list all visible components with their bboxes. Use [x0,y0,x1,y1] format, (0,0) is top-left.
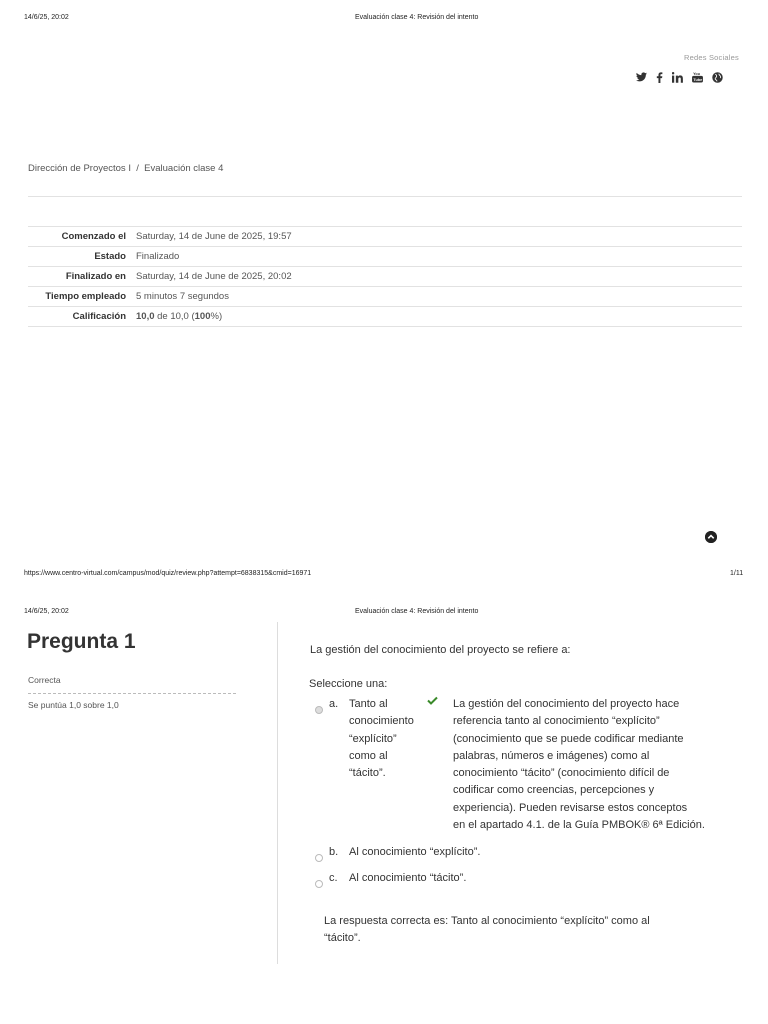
question-state: Correcta [28,675,61,685]
summary-label: Estado [94,251,126,262]
summary-label: Calificación [72,311,126,322]
social-title: Redes Sociales [684,53,739,62]
breadcrumb-separator: / [136,163,139,174]
info-divider [28,693,236,694]
summary-row-state [28,247,742,267]
print-header-title: Evaluación clase 4: Revisión del intento [355,608,479,615]
print-header-title: Evaluación clase 4: Revisión del intento [355,14,479,21]
option-b-letter: b. [329,846,339,858]
question-title: Pregunta 1 [27,630,136,653]
summary-row-grade [28,307,742,327]
svg-text:You: You [693,71,701,76]
option-a-feedback: La gestión del conocimiento del proyecto hace referencia tanto al conocimiento “explícito” (conocimiento que se puede codificar mediante palabras, números e imágenes) como al conocimiento “tácito” (conocimiento difícil de codificar como creencias, percepciones y experiencia). Pueden revisarse estos conceptos en el apartado 4.1. de la Guía PMBOK® 6ª Edición. [453,698,705,832]
option-a-letter: a. [329,698,339,710]
question-text: La gestión del conocimiento del proyecto se refiere a: [310,644,571,656]
option-b-label[interactable]: Al conocimiento “explícito”. [349,846,481,858]
question-grade: Se puntúa 1,0 sobre 1,0 [28,700,119,710]
summary-value: Saturday, 14 de June de 2025, 19:57 [136,231,292,242]
summary-value: Saturday, 14 de June de 2025, 20:02 [136,271,292,282]
youtube-icon[interactable] [692,71,703,86]
social-links [636,71,723,86]
linkedin-icon[interactable] [672,72,683,86]
summary-value: Finalizado [136,251,180,262]
svg-text:Tube: Tube [693,77,703,82]
grade-end: %) [210,311,223,322]
back-to-top-button[interactable] [705,531,717,543]
summary-value [132,307,742,327]
option-c-letter: c. [329,872,338,884]
summary-row-finished [28,267,742,287]
print-footer-page: 1/11 [730,570,744,577]
grade-mid: de 10,0 ( [154,311,195,322]
summary-label: Finalizado en [65,271,126,282]
print-header-date: 14/6/25, 20:02 [24,608,69,615]
breadcrumb [28,163,223,174]
divider [28,196,742,197]
breadcrumb-course-link[interactable]: Dirección de Proyectos I [28,163,131,174]
grade-percent: 100 [194,311,211,322]
summary-label: Tiempo empleado [45,291,126,302]
grade-score: 10,0 [136,311,155,322]
summary-label: Comenzado el [61,231,126,242]
column-divider [277,622,278,964]
summary-value: 5 minutos 7 segundos [136,291,229,302]
attempt-summary-table [28,226,742,327]
correct-check-icon [427,694,438,708]
print-footer-url: https://www.centro-virtual.com/campus/mod/quiz/review.php?attempt=6838315&cmid=16971 [24,570,312,577]
summary-row-time-taken [28,287,742,307]
option-a-radio[interactable] [315,701,323,719]
option-b-radio[interactable] [315,849,323,867]
globe-icon[interactable] [712,72,723,86]
option-c-label[interactable]: Al conocimiento “tácito”. [349,872,467,884]
answer-prompt: Seleccione una: [309,678,388,690]
option-a-label[interactable]: Tanto al conocimiento “explícito” como al “tácito”. [349,698,414,780]
summary-row-started [28,227,742,247]
right-answer-text: La respuesta correcta es: Tanto al conocimiento “explícito” como al “tácito”. [324,915,650,945]
twitter-icon[interactable] [636,72,647,85]
facebook-icon[interactable] [656,72,663,86]
breadcrumb-quiz-link[interactable]: Evaluación clase 4 [144,163,224,174]
chevron-up-icon [705,531,717,543]
print-header-date: 14/6/25, 20:02 [24,14,69,21]
option-c-radio[interactable] [315,875,323,893]
